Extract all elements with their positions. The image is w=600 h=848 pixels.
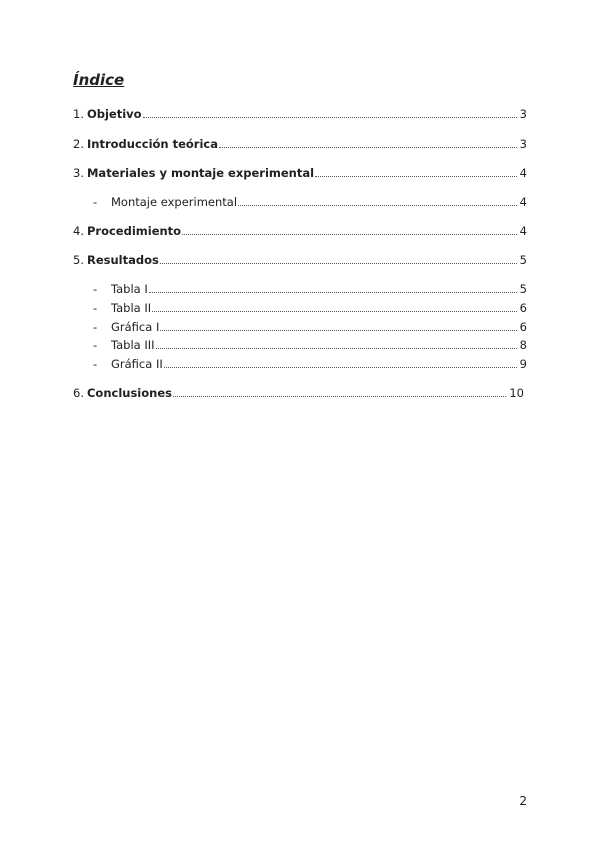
toc-entry-page: 5: [519, 253, 527, 267]
toc-entry-number: 4.: [73, 224, 84, 238]
toc-subentry-dash: -: [93, 282, 98, 296]
toc-entry-resultados[interactable]: [73, 249, 527, 267]
dot-leader: [152, 311, 517, 312]
toc-entry-page: 3: [519, 107, 527, 121]
toc-subentry-label: Gráfica I: [111, 320, 160, 334]
toc-entry-number: 6.: [73, 386, 84, 400]
dot-leader: [143, 117, 517, 118]
toc-subentry-tabla-i[interactable]: [93, 278, 527, 296]
toc-entry-page: 3: [519, 137, 527, 151]
toc-subentry-label: Tabla III: [111, 338, 155, 352]
toc-subentry-page: 5: [519, 282, 527, 296]
toc-subentry-label: Montaje experimental: [111, 195, 238, 209]
dot-leader: [238, 205, 517, 206]
toc-subentry-label: Gráfica II: [111, 357, 163, 371]
toc-entry-objetivo[interactable]: [73, 103, 527, 121]
toc-subentry-grafica-ii[interactable]: [93, 353, 527, 371]
dot-leader: [164, 367, 517, 368]
toc-entry-materiales[interactable]: [73, 162, 527, 180]
toc-subentry-dash: -: [93, 357, 98, 371]
toc-entry-number: 1.: [73, 107, 84, 121]
toc-subentry-dash: -: [93, 301, 98, 315]
toc-entry-page: 4: [519, 166, 527, 180]
page-title: Índice: [73, 71, 125, 89]
toc-subentry-dash: -: [93, 195, 98, 209]
toc-subentry-label: Tabla II: [111, 301, 152, 315]
dot-leader: [173, 396, 506, 397]
dot-leader: [160, 330, 516, 331]
toc-subentry-dash: -: [93, 338, 98, 352]
toc-subentry-dash: -: [93, 320, 98, 334]
toc-entry-label: Objetivo: [86, 107, 142, 121]
dot-leader: [182, 234, 517, 235]
toc-entry-label: Introducción teórica: [86, 137, 218, 151]
toc-subentry-page: 4: [519, 195, 527, 209]
toc-entry-introduccion[interactable]: [73, 133, 527, 151]
toc-subentry-page: 9: [519, 357, 527, 371]
dot-leader: [149, 292, 517, 293]
toc-subentry-label: Tabla I: [111, 282, 148, 296]
toc-entry-page: 10: [509, 386, 524, 400]
toc-entry-procedimiento[interactable]: [73, 220, 527, 238]
toc-entry-number: 3.: [73, 166, 84, 180]
toc-subentry-montaje[interactable]: [93, 191, 527, 209]
toc-entry-label: Resultados: [86, 253, 159, 267]
toc-subentry-page: 6: [519, 301, 527, 315]
toc-entry-conclusiones[interactable]: [73, 382, 524, 400]
toc-subentry-page: 6: [519, 320, 527, 334]
toc-entry-page: 4: [519, 224, 527, 238]
toc-entry-label: Conclusiones: [86, 386, 172, 400]
dot-leader: [219, 147, 517, 148]
toc-subentry-page: 8: [519, 338, 527, 352]
page-number: 2: [519, 794, 527, 808]
dot-leader: [160, 263, 517, 264]
toc-subentry-tabla-ii[interactable]: [93, 297, 527, 315]
dot-leader: [156, 348, 517, 349]
toc-entry-number: 5.: [73, 253, 84, 267]
dot-leader: [315, 176, 517, 177]
toc-subentry-grafica-i[interactable]: [93, 316, 527, 334]
toc-entry-label: Procedimiento: [86, 224, 182, 238]
toc-entry-label: Materiales y montaje experimental: [86, 166, 315, 180]
toc-subentry-tabla-iii[interactable]: [93, 334, 527, 352]
toc-entry-number: 2.: [73, 137, 84, 151]
